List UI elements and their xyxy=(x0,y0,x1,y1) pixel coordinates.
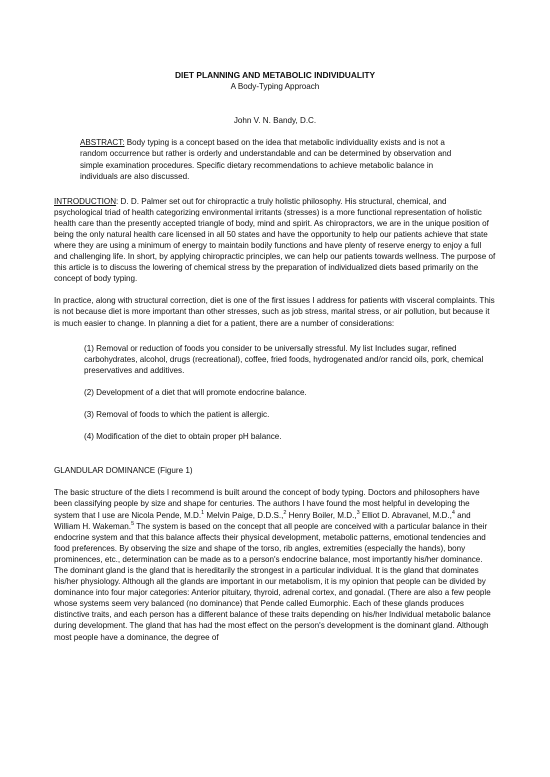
introduction-text: : D. D. Palmer set out for chiropractic a truly holistic philosophy. His structural, chemical, and psychological triad of health categorizing environmental irritants (stresses) is a more functional representation of holistic health care than the presently accepted triangle of body, mind and spirit. As chiropractors, we are in the unique position of being the only natural health care licensed in all 50 states and have the opportunity to help our patients achieve that state where they are using a minimum of energy to maintain bodily functions and have plenty of reserve energy to enjoy a full and challenging life. In short, by applying chiropractic principles, we can help our patients towards wellness. The purpose of this article is to discuss the lowering of chemical stress by the preparation of individualized diets based primarily on the concept of body typing. xyxy=(54,196,496,284)
section-heading: GLANDULAR DOMINANCE (Figure 1) xyxy=(54,466,193,476)
article-title: DIET PLANNING AND METABOLIC INDIVIDUALITY xyxy=(174,70,376,80)
glandular-dominance-paragraph xyxy=(54,487,496,642)
practice-paragraph: In practice, along with structural correction, diet is one of the first issues I address for patients with visceral complaints. This is not because diet is more important than other stresses, such as job stress, marital stress, or air pollution, but because it is much easier to change. In planning a diet for a patient, there are a number of considerations: xyxy=(54,296,495,328)
considerations-list xyxy=(54,343,496,443)
body-text: The system is based on the concept that all people are conceived with a particular balance in their endocrine system and that this balance affects their physical development, metabolic patterns, emotional tendencies and food preferences. By observing the size and shape of the torso, rib angles, extremities (especially the hands), bony prominences, etc., determination can be made as to a person's endocrine balance, most importantly his/her dominance. The dominant gland is the gland that is hereditarily the strongest in a particular individual. It is the gland that dominates his/her physiology. Although all the glands are important in our metabolism, it is my opinion that people can be divided by dominance into four major categories: Anterior pituitary, thyroid, adrenal cortex, and gonadal. (There are also a few people whose systems seem very balanced (no dominance) that Pende called Eumorphic. Each of these glands produces distinctive traits, and each person has a different balance of these traits depending on his/her Individual metabolic balance during development. The gland that has had the most effect on the person's development is the dominant gland. Although most people have a dominance, the degree of xyxy=(54,521,491,642)
citation-marker: 3 xyxy=(356,509,360,516)
list-item: (2) Development of a diet that will promote endocrine balance. xyxy=(84,387,307,397)
body-text: Henry Boiler, M.D., xyxy=(286,510,357,520)
author-line: John V. N. Bandy, D.C. xyxy=(233,116,317,125)
citation-marker: 2 xyxy=(283,509,287,516)
abstract-label: ABSTRACT: xyxy=(80,138,125,147)
body-text: Elliot D. Abravanel, M.D., xyxy=(359,510,452,520)
citation-marker: 4 xyxy=(451,509,455,516)
body-text: The basic structure of the diets I recommend is built around the concept of body typing. Doctors and philosophers have been classifying people by size and shape for centuries. The authors I have found the most helpful in developing the system that I use are Nicola Pende, M.D. xyxy=(54,488,480,520)
citation-marker: 1 xyxy=(201,509,205,516)
citation-marker: 5 xyxy=(131,520,135,527)
body-text: Melvin Paige, D.D.S., xyxy=(204,510,284,520)
body-text: and William H. Wakeman. xyxy=(54,510,471,531)
abstract-paragraph xyxy=(80,137,464,183)
list-item: (4) Modification of the diet to obtain proper pH balance. xyxy=(84,432,282,442)
introduction-paragraph xyxy=(54,196,496,285)
list-item: (3) Removal of foods to which the patient is allergic. xyxy=(84,410,270,420)
list-item: (1) Removal or reduction of foods you consider to be universally stressful. My list Includes sugar, refined carbohydrates, alcohol, drugs (recreational), coffee, fried foods, hydrogenated and/or rancid oils, pork, chemical preservatives and additives. xyxy=(84,343,484,375)
abstract-text: Body typing is a concept based on the idea that metabolic individuality exists and is not a random occurrence but rather is orderly and understandable and can be determined by observation and simple examination procedures. Specific dietary recommendations to achieve metabolic balance in individuals are also discussed. xyxy=(80,138,452,182)
article-subtitle: A Body-Typing Approach xyxy=(230,82,320,91)
introduction-label: INTRODUCTION xyxy=(54,196,117,206)
